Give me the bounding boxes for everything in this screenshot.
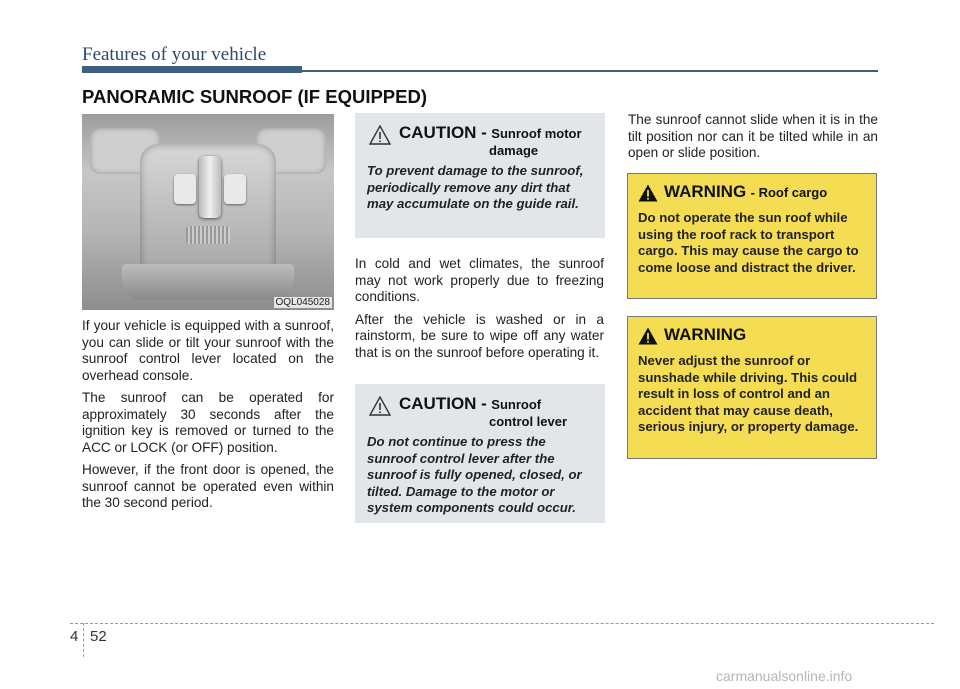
tilt-paragraph: The sunroof cannot slide when it is in the tilt position nor can it be tilted while in an open or slide position. [628,112,878,160]
caution-heading [367,123,593,159]
climate-paragraph-1: In cold and wet climates, the sunroof may not work properly due to freezing conditions. [355,256,604,304]
header-bar [82,66,302,73]
sunroof-control-lever [199,156,221,218]
caution-subject: Sunroof motor [491,126,582,141]
tilt-text [628,112,878,168]
watermark: carmanualsonline.info [716,668,853,684]
page-number: 52 [90,628,107,645]
warning-subject: - Roof cargo [750,185,828,200]
section-title: PANORAMIC SUNROOF (IF EQUIPPED) [82,86,427,107]
caution-triangle-icon [369,125,391,145]
warning-body: Never adjust the sunroof or sunshade while driving. This could result in loss of control and an accident that may cause death, serious injury, or property damage. [638,353,859,434]
caution-body: To prevent damage to the sunroof, periodically remove any dirt that may accumulate on the guide rail. [367,163,584,211]
chapter-number: 4 [70,628,79,645]
warning-triangle-icon [638,184,658,202]
caution-label: CAUTION - [399,123,487,142]
footer-rule [70,623,934,624]
caution-box-motor [355,113,605,238]
warning-box-driving [627,316,877,459]
overhead-console-photo [82,114,334,310]
warning-body: Do not operate the sun roof while using the roof rack to transport cargo. This may cause the cargo to come loose and distract the driver. [638,210,859,275]
sunglass-holder [122,264,294,300]
climate-paragraph-2: After the vehicle is washed or in a rainstorm, be sure to wipe off any water that is on the sunroof before operating it. [355,311,604,360]
warning-label: WARNING [664,182,747,201]
climate-text [355,256,604,367]
caution-body: Do not continue to press the sunroof control lever after the sunroof is fully opened, closed, or tilted. Damage to the motor or system components could occur. [367,434,582,515]
intro-text [82,318,334,518]
header-rule [302,70,878,72]
caution-heading [367,394,593,430]
page-separator [83,623,84,657]
caution-subject-cont: damage [489,143,539,158]
caution-label: CAUTION - [399,394,487,413]
intro-paragraph-2: The sunroof can be operated for approximately 30 seconds after the ignition key is removed or turned to the ACC or LOCK (or OFF) position. [82,390,334,455]
caution-triangle-icon [369,396,391,416]
warning-label: WARNING [664,325,747,344]
caution-subject: Sunroof [491,397,542,412]
lamp-button-right [224,174,246,204]
warning-triangle-icon [638,327,658,345]
caution-box-lever [355,384,605,523]
warning-heading [638,325,866,349]
lamp-button-left [174,174,196,204]
sensor-grille [186,226,230,244]
warning-heading [638,182,866,206]
intro-paragraph-1: If your vehicle is equipped with a sunroof, you can slide or tilt your sunroof with the sunroof control lever located on the overhead console. [82,318,334,383]
caution-subject-cont: control lever [489,414,568,429]
warning-box-roof-cargo [627,173,877,299]
photo-code: OQL045028 [275,297,330,308]
header-title: Features of your vehicle [82,44,267,65]
intro-paragraph-3: However, if the front door is opened, the sunroof cannot be operated even within the 30 second period. [82,462,334,510]
